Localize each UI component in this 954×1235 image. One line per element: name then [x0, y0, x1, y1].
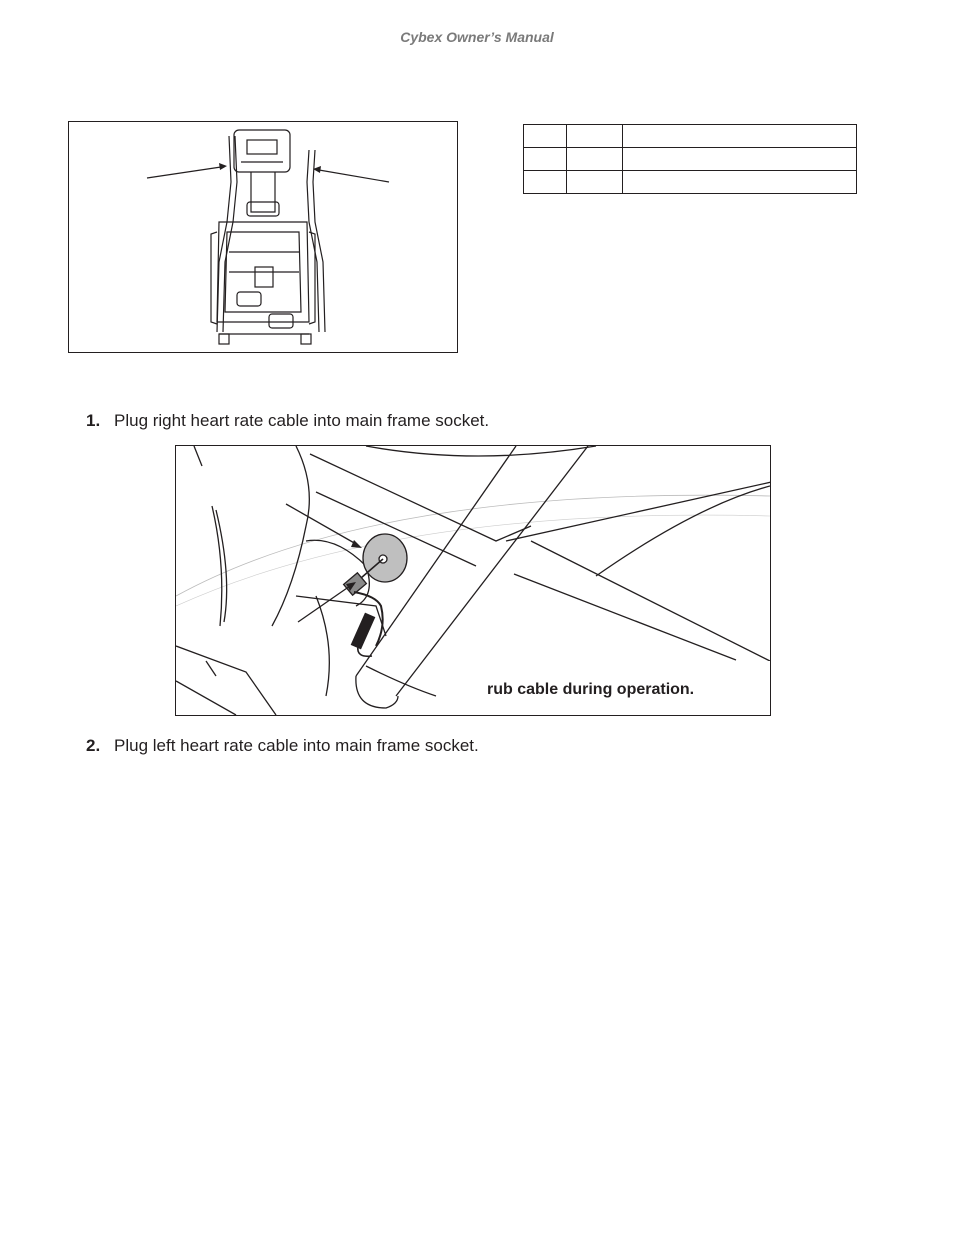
running-header: Cybex Owner’s Manual — [400, 29, 554, 45]
table-cell — [623, 148, 857, 171]
table-row — [524, 171, 857, 194]
table-cell — [567, 125, 623, 148]
parts-table — [523, 124, 857, 194]
step-2 — [86, 736, 479, 756]
plug-arrow — [298, 586, 350, 622]
step-1 — [86, 411, 489, 431]
right-arrow — [319, 170, 389, 182]
table-cell — [567, 171, 623, 194]
machine-front-view-figure — [68, 121, 458, 353]
socket-arrow — [286, 504, 356, 544]
step-text: Plug right heart rate cable into main frame socket. — [114, 411, 490, 430]
table-cell — [567, 148, 623, 171]
step-number: 2. — [86, 736, 101, 755]
table-cell — [623, 171, 857, 194]
cable-socket-figure — [175, 445, 771, 716]
step-number: 1. — [86, 411, 101, 430]
step-text: Plug left heart rate cable into main frame socket. — [114, 736, 479, 755]
table-row — [524, 125, 857, 148]
table-cell — [524, 125, 567, 148]
figure-caption: rub cable during operation. — [487, 681, 695, 698]
table-row — [524, 148, 857, 171]
table-cell — [524, 171, 567, 194]
left-arrow — [147, 167, 221, 178]
table-cell — [524, 148, 567, 171]
table-cell — [623, 125, 857, 148]
